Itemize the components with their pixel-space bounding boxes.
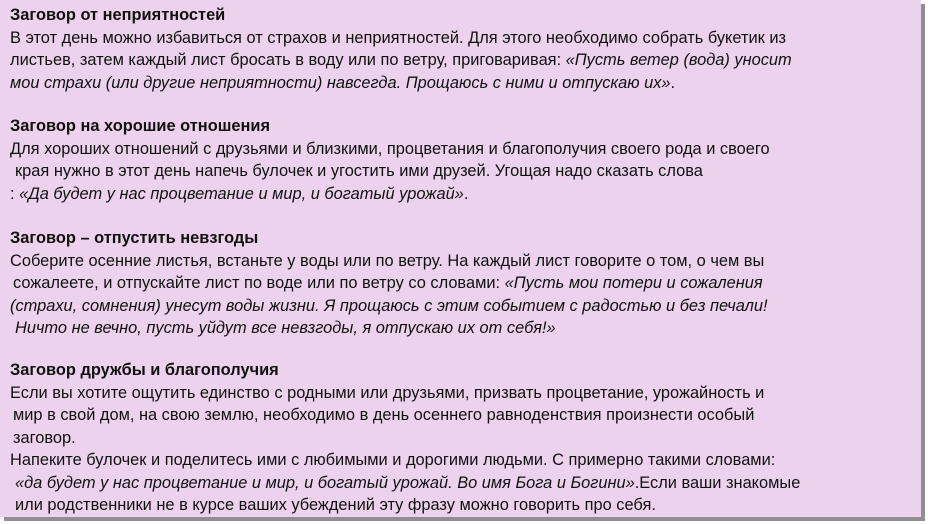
spell-quote: «Пусть ветер (вода) уносит	[565, 51, 792, 69]
text-run: сожалеете, и отпускайте лист по воде или по ветру со словами:	[13, 274, 505, 292]
section-misfortune-spell	[10, 4, 915, 94]
paragraph-line	[10, 72, 915, 95]
paragraph-line	[10, 49, 915, 72]
text-run: .Если ваши знакомые	[634, 473, 801, 492]
paragraph-line: заговор.	[13, 428, 76, 447]
paragraph-line: Соберите осенние листья, встаньте у воды или по ветру. На каждый лист говорите о том, о чем вы	[10, 251, 765, 270]
spell-quote: «Да будет у нас процветание и мир, и богатый урожай»	[19, 184, 464, 203]
spell-quote: «Пусть мои потери и сожаления	[504, 274, 763, 292]
text-run: :	[10, 184, 20, 203]
text-run: .	[670, 73, 676, 92]
section-good-relations-spell	[10, 115, 915, 205]
paragraph-line: Если вы хотите ощутить единство с родными или друзьями, призвать процветание, урожайность и	[10, 383, 765, 402]
paragraph-line: (страхи, сомнения) унесут воды жизни. Я прощаюсь с этим событием с радостью и без печали!	[10, 296, 768, 315]
text-run: .	[463, 184, 469, 203]
section-title: Заговор от неприятностей	[10, 6, 226, 24]
paragraph-line: В этот день можно избавиться от страхов и неприятностей. Для этого необходимо собрать букетик из	[10, 28, 787, 47]
spell-quote: «да будет у нас процветание и мир, и богатый урожай. Во имя Бога и Богини»	[15, 473, 635, 492]
paragraph-line: края нужно в этот день напечь булочек и угостить ими друзей. Угощая надо сказать слова	[15, 162, 703, 180]
paragraph-line	[10, 272, 915, 295]
text-run: листьев, затем каждый лист бросать в воду или по ветру, приговаривая:	[10, 51, 566, 69]
section-friendship-spell	[10, 359, 915, 517]
paragraph-line: Напеките булочек и поделитесь ими с любимыми и дорогими людьми. С примерно такими словами:	[10, 451, 776, 469]
paragraph-line: мир в свой дом, на свою землю, необходимо в день осеннего равноденствия произнести особый	[13, 406, 755, 424]
paragraph-line: Ничто не вечно, пусть уйдут все невзгоды, я отпускаю их от себя!»	[15, 319, 556, 337]
section-release-troubles-spell	[10, 227, 915, 340]
section-title: Заговор – отпустить невзгоды	[10, 229, 259, 247]
paragraph-line: Для хороших отношений с друзьями и близкими, процветания и благополучия своего рода и своего	[10, 139, 770, 158]
section-title: Заговор дружбы и благополучия	[10, 361, 279, 379]
paragraph-line	[10, 183, 915, 206]
paragraph-line	[10, 472, 915, 495]
section-title: Заговор на хорошие отношения	[10, 117, 271, 135]
paragraph-line: или родственники не в курсе ваших убеждений эту фразу можно говорить про себя.	[15, 496, 656, 514]
spell-quote: мои страхи (или другие неприятности) навсегда. Прощаюсь с ними и отпускаю их»	[10, 73, 671, 92]
